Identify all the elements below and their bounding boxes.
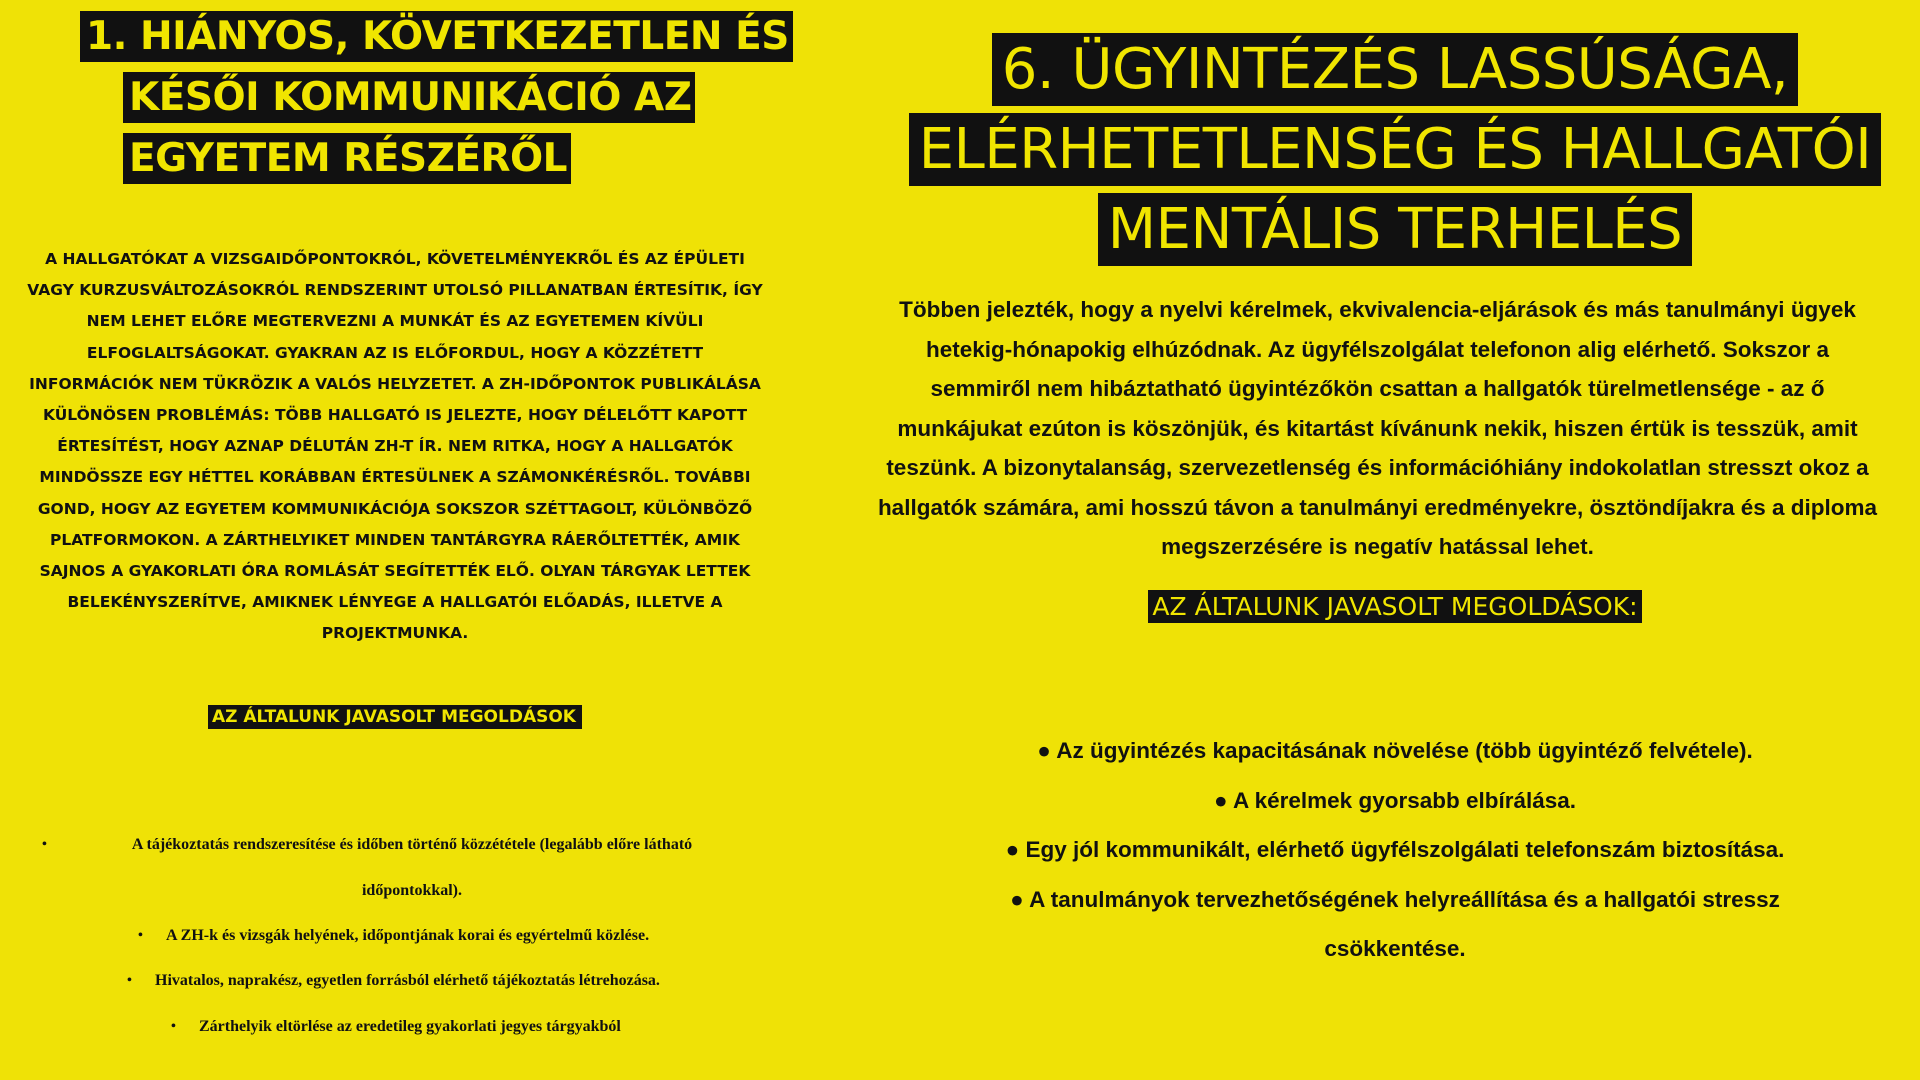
list-item (42, 822, 742, 914)
right-body-paragraph: Többen jelezték, hogy a nyelvi kérelmek, ekvivalencia-eljárások és más tanulmányi ügyek hetekig-hónapokig elhúzódnak. Az ügyfélszolgálat telefonon alig elérhető. Sokszor a semmiről nem hibáztatható ügyintézőkön csattan a hallgatók türelmetlensége - az ő munkájukat ezúton is köszönjük, és kitartást kívánunk nekik, hiszen értük is tesszük, amit teszünk. A bizonytalanság, szervezetlenség és információhiány indokolatlan stresszt okoz a hallgatók számára, ami hosszú távon a tanulmányi eredményekre, ösztöndíjakra és a diploma megszerzésére is negatív hatással lehet. (877, 297, 1878, 559)
left-solutions-label (0, 704, 790, 730)
right-heading-line-2: ELÉRHETETLENSÉG ÉS HALLGATÓI (909, 113, 1881, 186)
list-item (870, 875, 1920, 974)
list-item-text: A ZH-k és vizsgák helyének, időpontjának korai és egyértelmű közlése. (166, 927, 650, 944)
list-item-text: Zárthelyik eltörlése az eredetileg gyakorlati jegyes tárgyakból (199, 1018, 621, 1035)
list-item-text: Hivatalos, naprakész, egyetlen forrásból elérhető tájékoztatás létrehozása. (155, 972, 660, 989)
right-solutions-list (870, 726, 1920, 974)
right-solutions-label-text: AZ ÁLTALUNK JAVASOLT MEGOLDÁSOK: (1148, 590, 1641, 623)
left-heading-line-2: KÉSŐI KOMMUNIKÁCIÓ AZ (123, 72, 695, 123)
left-panel (0, 0, 810, 1080)
list-item-text: A tájékoztatás rendszeresítése és időben történő közzététele (legalább előre látható időpontokkal). (131, 836, 693, 899)
left-heading-line-3: EGYETEM RÉSZÉRŐL (123, 133, 571, 184)
list-item (870, 776, 1920, 826)
right-heading (870, 30, 1920, 270)
bullet-icon: • (138, 928, 143, 943)
list-item-text: A tanulmányok tervezhetőségének helyreállítása és a hallgatói stressz csökkentése. (1029, 886, 1780, 961)
bullet-icon: ● (1037, 738, 1051, 763)
right-heading-line-3: MENTÁLIS TERHELÉS (1098, 193, 1692, 266)
right-heading-line-1: 6. ÜGYINTÉZÉS LASSÚSÁGA, (992, 33, 1798, 106)
list-item (127, 958, 810, 1004)
left-heading-line-1: 1. HIÁNYOS, KÖVETKEZETLEN ÉS (80, 11, 793, 62)
left-solutions-list (40, 822, 810, 1050)
bullet-icon: • (127, 973, 132, 988)
list-item-text: Az ügyintézés kapacitásának növelése (több ügyintéző felvétele). (1056, 738, 1753, 763)
list-item-text: A kérelmek gyorsabb elbírálása. (1232, 787, 1577, 813)
bullet-icon: • (42, 837, 47, 852)
right-panel (870, 0, 1920, 1080)
bullet-icon: ● (1010, 886, 1024, 912)
left-heading (80, 6, 789, 189)
list-item (171, 1004, 810, 1050)
bullet-icon: ● (1213, 787, 1228, 813)
bullet-icon: • (171, 1019, 176, 1034)
left-body-paragraph: A HALLGATÓKAT A VIZSGAIDŐPONTOKRÓL, KÖVETELMÉNYEKRŐL ÉS AZ ÉPÜLETI VAGY KURZUSVÁLTOZÁSOKRÓL RENDSZERINT UTOLSÓ PILLANATBAN ÉRTESÍTIK, ÍGY NEM LEHET ELŐRE MEGTERVEZNI A MUNKÁT ÉS AZ EGYETEMEN KÍVÜLI ELFOGLALTSÁGOKAT. GYAKRAN AZ IS ELŐFORDUL, HOGY A KÖZZÉTETT INFORMÁCIÓK NEM TÜKRÖZIK A VALÓS HELYZETET. A ZH-IDŐPONTOK PUBLIKÁLÁSA KÜLÖNÖSEN PROBLÉMÁS: TÖBB HALLGATÓ IS JELEZTE, HOGY DÉLELŐTT KAPOTT ÉRTESÍTÉST, HOGY AZNAP DÉLUTÁN ZH-T ÍR. NEM RITKA, HOGY A HALLGATÓK MINDÖSSZE EGY HÉTTEL KORÁBBAN ÉRTESÜLNEK A SZÁMONKÉRÉSRŐL. TOVÁBBI GOND, HOGY AZ EGYETEM KOMMUNIKÁCIÓJA SOKSZOR SZÉTTAGOLT, KÜLÖNBÖZŐ PLATFORMOKON. A ZÁRTHELYIKET MINDEN TANTÁRGYRA RÁERŐLTETTÉK, AMIK SAJNOS A GYAKORLATI ÓRA ROMLÁSÁT SEGÍTETTÉK ELŐ. OLYAN TÁRGYAK LETTEK BELEKÉNYSZERÍTVE, AMIKNEK LÉNYEGE A HALLGATÓI ELŐADÁS, ILLETVE A PROJEKTMUNKA. (27, 250, 763, 643)
list-item (138, 914, 810, 958)
list-item (870, 825, 1920, 875)
list-item-text: Egy jól kommunikált, elérhető ügyfélszolgálati telefonszám biztosítása. (1025, 837, 1785, 862)
bullet-icon: ● (1005, 837, 1020, 862)
right-solutions-label (870, 590, 1920, 624)
list-item (870, 726, 1920, 776)
left-solutions-label-text: AZ ÁLTALUNK JAVASOLT MEGOLDÁSOK (208, 705, 582, 729)
